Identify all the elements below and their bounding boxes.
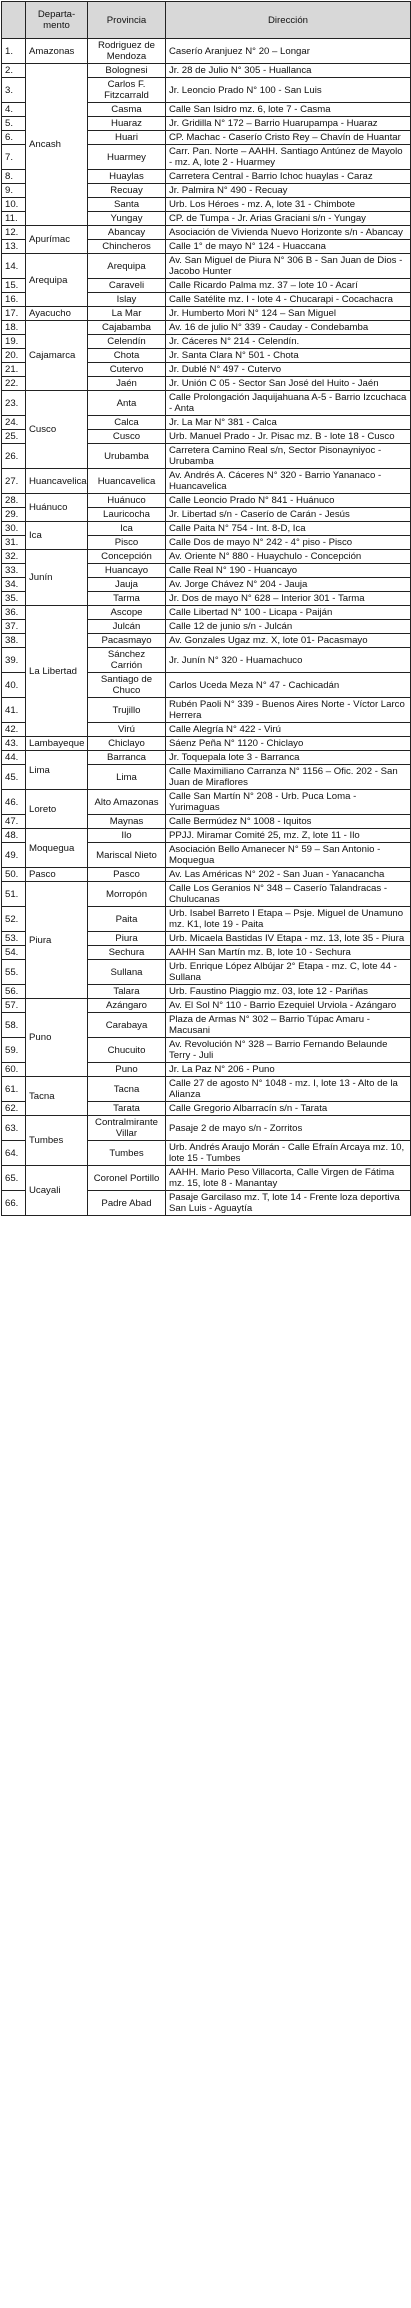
departamento-cell: Huánuco: [26, 494, 88, 522]
row-number: 34.: [2, 578, 26, 592]
row-number: 59.: [2, 1038, 26, 1063]
row-number: 24.: [2, 416, 26, 430]
departamento-cell: Tumbes: [26, 1116, 88, 1166]
provincia-cell: Tumbes: [88, 1141, 166, 1166]
row-number: 49.: [2, 843, 26, 868]
table-row: [2, 64, 411, 78]
direccion-cell: Sáenz Peña N° 1120 - Chiclayo: [166, 737, 411, 751]
provincia-cell: Sullana: [88, 960, 166, 985]
provincia-cell: Anta: [88, 391, 166, 416]
direccion-cell: AAHH San Martín mz. B, lote 10 - Sechura: [166, 946, 411, 960]
row-number: 5.: [2, 117, 26, 131]
row-number: 36.: [2, 606, 26, 620]
row-number: 32.: [2, 550, 26, 564]
direccion-cell: Calle Alegría N° 422 - Virú: [166, 723, 411, 737]
direccion-cell: Av. Gonzales Ugaz mz. X, lote 01- Pacasmayo: [166, 634, 411, 648]
table-row: [2, 882, 411, 907]
direccion-cell: Av. 16 de julio N° 339 - Cauday - Condebamba: [166, 321, 411, 335]
addresses-table: [1, 1, 411, 1216]
provincia-cell: Padre Abad: [88, 1191, 166, 1216]
direccion-cell: Calle 27 de agosto N° 1048 - mz. I, lote 13 - Alto de la Alianza: [166, 1077, 411, 1102]
row-number: 50.: [2, 868, 26, 882]
departamento-cell: Huancavelica: [26, 469, 88, 494]
header-row: [2, 2, 411, 39]
row-number: 31.: [2, 536, 26, 550]
direccion-cell: Jr. Santa Clara N° 501 - Chota: [166, 349, 411, 363]
direccion-cell: Asociación Bello Amanecer N° 59 – San Antonio - Moquegua: [166, 843, 411, 868]
direccion-cell: Urb. Micaela Bastidas IV Etapa - mz. 13, lote 35 - Piura: [166, 932, 411, 946]
direccion-cell: Asociación de Vivienda Nuevo Horizonte s/n - Abancay: [166, 226, 411, 240]
provincia-cell: Yungay: [88, 212, 166, 226]
direccion-cell: Jr. Cáceres N° 214 - Celendín.: [166, 335, 411, 349]
departamento-cell: Tacna: [26, 1077, 88, 1116]
direccion-cell: Calle Ricardo Palma mz. 37 – lote 10 - Acarí: [166, 279, 411, 293]
row-number: 21.: [2, 363, 26, 377]
row-number: 9.: [2, 184, 26, 198]
direccion-cell: Carretera Camino Real s/n, Sector Pisonayniyoc - Urubamba: [166, 444, 411, 469]
table-row: [2, 321, 411, 335]
table-row: [2, 606, 411, 620]
row-number: 56.: [2, 985, 26, 999]
row-number: 1.: [2, 39, 26, 64]
direccion-cell: Av. Las Américas N° 202 - San Juan - Yanacancha: [166, 868, 411, 882]
row-number: 3.: [2, 78, 26, 103]
departamento-cell: Amazonas: [26, 39, 88, 64]
direccion-cell: Calle Gregorio Albarracín s/n - Tarata: [166, 1102, 411, 1116]
provincia-cell: Islay: [88, 293, 166, 307]
header-departamento: Departa-mento: [26, 2, 88, 39]
row-number: 22.: [2, 377, 26, 391]
provincia-cell: Arequipa: [88, 254, 166, 279]
row-number: 15.: [2, 279, 26, 293]
direccion-cell: Calle Prolongación Jaquijahuana A-5 - Barrio Izcuchaca - Anta: [166, 391, 411, 416]
direccion-cell: Calle Libertad N° 100 - Licapa - Paiján: [166, 606, 411, 620]
direccion-cell: Calle 1° de mayo N° 124 - Huaccana: [166, 240, 411, 254]
provincia-cell: Piura: [88, 932, 166, 946]
row-number: 43.: [2, 737, 26, 751]
direccion-cell: Jr. 28 de Julio N° 305 - Huallanca: [166, 64, 411, 78]
row-number: 30.: [2, 522, 26, 536]
direccion-cell: Calle 12 de junio s/n - Julcán: [166, 620, 411, 634]
row-number: 48.: [2, 829, 26, 843]
provincia-cell: Puno: [88, 1063, 166, 1077]
departamento-cell: Loreto: [26, 790, 88, 829]
direccion-cell: Urb. Enrique López Albújar 2° Etapa - mz. C, lote 44 - Sullana: [166, 960, 411, 985]
provincia-cell: Cajabamba: [88, 321, 166, 335]
row-number: 52.: [2, 907, 26, 932]
provincia-cell: Carlos F. Fitzcarrald: [88, 78, 166, 103]
provincia-cell: Tarata: [88, 1102, 166, 1116]
direccion-cell: Urb. Manuel Prado - Jr. Pisac mz. B - lote 18 - Cusco: [166, 430, 411, 444]
provincia-cell: Calca: [88, 416, 166, 430]
header-num: [2, 2, 26, 39]
provincia-cell: Huaraz: [88, 117, 166, 131]
row-number: 63.: [2, 1116, 26, 1141]
provincia-cell: Chiclayo: [88, 737, 166, 751]
departamento-cell: Lambayeque: [26, 737, 88, 751]
provincia-cell: Paita: [88, 907, 166, 932]
row-number: 19.: [2, 335, 26, 349]
direccion-cell: Carretera Central - Barrio Ichoc huaylas - Caraz: [166, 170, 411, 184]
departamento-cell: Cusco: [26, 391, 88, 469]
direccion-cell: Jr. Gridilla N° 172 – Barrio Huarupampa - Huaraz: [166, 117, 411, 131]
provincia-cell: Caraveli: [88, 279, 166, 293]
provincia-cell: Jaén: [88, 377, 166, 391]
row-number: 28.: [2, 494, 26, 508]
provincia-cell: Ascope: [88, 606, 166, 620]
header-provincia: Provincia: [88, 2, 166, 39]
direccion-cell: Carlos Uceda Meza N° 47 - Cachicadán: [166, 673, 411, 698]
row-number: 46.: [2, 790, 26, 815]
direccion-cell: Jr. Libertad s/n - Caserío de Carán - Jesús: [166, 508, 411, 522]
row-number: 26.: [2, 444, 26, 469]
table-row: [2, 522, 411, 536]
direccion-cell: Jr. Humberto Mori N° 124 – San Miguel: [166, 307, 411, 321]
row-number: 17.: [2, 307, 26, 321]
provincia-cell: Concepción: [88, 550, 166, 564]
direccion-cell: Urb. Andrés Araujo Morán - Calle Efraín Arcaya mz. 10, lote 15 - Tumbes: [166, 1141, 411, 1166]
table-row: [2, 1077, 411, 1102]
direccion-cell: Av. Andrés A. Cáceres N° 320 - Barrio Yananaco - Huancavelica: [166, 469, 411, 494]
provincia-cell: Bolognesi: [88, 64, 166, 78]
departamento-cell: Puno: [26, 999, 88, 1077]
row-number: 61.: [2, 1077, 26, 1102]
direccion-cell: Jr. Leoncio Prado N° 100 - San Luis: [166, 78, 411, 103]
table-row: [2, 391, 411, 416]
provincia-cell: Tarma: [88, 592, 166, 606]
table-row: [2, 254, 411, 279]
provincia-cell: Recuay: [88, 184, 166, 198]
departamento-cell: Lima: [26, 751, 88, 790]
direccion-cell: Caserío Aranjuez N° 20 – Longar: [166, 39, 411, 64]
provincia-cell: Sechura: [88, 946, 166, 960]
provincia-cell: Santiago de Chuco: [88, 673, 166, 698]
direccion-cell: Av. San Miguel de Piura N° 306 B - San Juan de Dios - Jacobo Hunter: [166, 254, 411, 279]
row-number: 41.: [2, 698, 26, 723]
row-number: 20.: [2, 349, 26, 363]
provincia-cell: Chucuito: [88, 1038, 166, 1063]
row-number: 27.: [2, 469, 26, 494]
departamento-cell: Moquegua: [26, 829, 88, 868]
provincia-cell: Tacna: [88, 1077, 166, 1102]
provincia-cell: Chincheros: [88, 240, 166, 254]
direccion-cell: Calle San Martín N° 208 - Urb. Puca Loma - Yurimaguas: [166, 790, 411, 815]
row-number: 11.: [2, 212, 26, 226]
row-number: 29.: [2, 508, 26, 522]
provincia-cell: Cusco: [88, 430, 166, 444]
row-number: 55.: [2, 960, 26, 985]
provincia-cell: Huánuco: [88, 494, 166, 508]
row-number: 33.: [2, 564, 26, 578]
departamento-cell: Junín: [26, 550, 88, 606]
departamento-cell: Arequipa: [26, 254, 88, 307]
departamento-cell: Apurímac: [26, 226, 88, 254]
direccion-cell: Calle San Isidro mz. 6, lote 7 - Casma: [166, 103, 411, 117]
provincia-cell: Pasco: [88, 868, 166, 882]
row-number: 53.: [2, 932, 26, 946]
departamento-cell: Ucayali: [26, 1166, 88, 1216]
direccion-cell: Jr. Toquepala lote 3 - Barranca: [166, 751, 411, 765]
direccion-cell: Calle Bermúdez N° 1008 - Iquitos: [166, 815, 411, 829]
direccion-cell: Jr. Junín N° 320 - Huamachuco: [166, 648, 411, 673]
row-number: 2.: [2, 64, 26, 78]
direccion-cell: Calle Satélite mz. I - lote 4 - Chucarapi - Cocachacra: [166, 293, 411, 307]
row-number: 16.: [2, 293, 26, 307]
departamento-cell: Ancash: [26, 64, 88, 226]
provincia-cell: Huari: [88, 131, 166, 145]
provincia-cell: Virú: [88, 723, 166, 737]
row-number: 40.: [2, 673, 26, 698]
direccion-cell: Calle Real N° 190 - Huancayo: [166, 564, 411, 578]
provincia-cell: Coronel Portillo: [88, 1166, 166, 1191]
table-row: [2, 226, 411, 240]
direccion-cell: Jr. Dublé N° 497 - Cutervo: [166, 363, 411, 377]
provincia-cell: Ica: [88, 522, 166, 536]
table-row: [2, 307, 411, 321]
direccion-cell: Calle Dos de mayo N° 242 - 4° piso - Pisco: [166, 536, 411, 550]
row-number: 62.: [2, 1102, 26, 1116]
direccion-cell: Jr. Unión C 05 - Sector San José del Huito - Jaén: [166, 377, 411, 391]
provincia-cell: Cutervo: [88, 363, 166, 377]
direccion-cell: Pasaje 2 de mayo s/n - Zorritos: [166, 1116, 411, 1141]
provincia-cell: Trujillo: [88, 698, 166, 723]
provincia-cell: Abancay: [88, 226, 166, 240]
direccion-cell: AAHH. Mario Peso Villacorta, Calle Virgen de Fátima mz. 15, lote 8 - Manantay: [166, 1166, 411, 1191]
provincia-cell: Santa: [88, 198, 166, 212]
direccion-cell: Urb. Isabel Barreto I Etapa – Psje. Miguel de Unamuno mz. K1, lote 19 - Paita: [166, 907, 411, 932]
direccion-cell: Carr. Pan. Norte – AAHH. Santiago Antúnez de Mayolo - mz. A, lote 2 - Huarmey: [166, 145, 411, 170]
provincia-cell: Celendín: [88, 335, 166, 349]
row-number: 47.: [2, 815, 26, 829]
row-number: 51.: [2, 882, 26, 907]
provincia-cell: Huancavelica: [88, 469, 166, 494]
provincia-cell: Huaylas: [88, 170, 166, 184]
provincia-cell: Pisco: [88, 536, 166, 550]
direccion-cell: Plaza de Armas N° 302 – Barrio Túpac Amaru - Macusani: [166, 1013, 411, 1038]
row-number: 18.: [2, 321, 26, 335]
provincia-cell: Contralmirante Villar: [88, 1116, 166, 1141]
table-row: [2, 790, 411, 815]
direccion-cell: Jr. La Mar N° 381 - Calca: [166, 416, 411, 430]
row-number: 57.: [2, 999, 26, 1013]
provincia-cell: Mariscal Nieto: [88, 843, 166, 868]
direccion-cell: Jr. La Paz N° 206 - Puno: [166, 1063, 411, 1077]
provincia-cell: Talara: [88, 985, 166, 999]
direccion-cell: Calle Los Geranios N° 348 – Caserío Talandracas - Chulucanas: [166, 882, 411, 907]
departamento-cell: Cajamarca: [26, 321, 88, 391]
direccion-cell: Urb. Faustino Piaggio mz. 03, lote 12 - Pariñas: [166, 985, 411, 999]
row-number: 66.: [2, 1191, 26, 1216]
row-number: 58.: [2, 1013, 26, 1038]
provincia-cell: Huancayo: [88, 564, 166, 578]
row-number: 4.: [2, 103, 26, 117]
provincia-cell: Lima: [88, 765, 166, 790]
table-row: [2, 469, 411, 494]
provincia-cell: Huarmey: [88, 145, 166, 170]
row-number: 25.: [2, 430, 26, 444]
provincia-cell: Sánchez Carrión: [88, 648, 166, 673]
row-number: 38.: [2, 634, 26, 648]
table-row: [2, 868, 411, 882]
row-number: 60.: [2, 1063, 26, 1077]
direccion-cell: Rubén Paoli N° 339 - Buenos Aires Norte - Víctor Larco Herrera: [166, 698, 411, 723]
row-number: 6.: [2, 131, 26, 145]
table-row: [2, 751, 411, 765]
departamento-cell: Ica: [26, 522, 88, 550]
direccion-cell: CP. Machac - Caserío Cristo Rey – Chavín de Huantar: [166, 131, 411, 145]
direccion-cell: PPJJ. Miramar Comité 25, mz. Z, lote 11 - Ilo: [166, 829, 411, 843]
provincia-cell: Julcán: [88, 620, 166, 634]
row-number: 64.: [2, 1141, 26, 1166]
row-number: 10.: [2, 198, 26, 212]
table-row: [2, 550, 411, 564]
direccion-cell: Calle Paita N° 754 - Int. 8-D, Ica: [166, 522, 411, 536]
row-number: 45.: [2, 765, 26, 790]
provincia-cell: Casma: [88, 103, 166, 117]
provincia-cell: Chota: [88, 349, 166, 363]
table-row: [2, 999, 411, 1013]
provincia-cell: La Mar: [88, 307, 166, 321]
table-row: [2, 39, 411, 64]
direccion-cell: Calle Maximiliano Carranza N° 1156 – Ofic. 202 - San Juan de Miraflores: [166, 765, 411, 790]
direccion-cell: Av. El Sol N° 110 - Barrio Ezequiel Urviola - Azángaro: [166, 999, 411, 1013]
table-row: [2, 737, 411, 751]
row-number: 14.: [2, 254, 26, 279]
row-number: 54.: [2, 946, 26, 960]
provincia-cell: Maynas: [88, 815, 166, 829]
direccion-cell: Pasaje Garcilaso mz. T, lote 14 - Frente loza deportiva San Luis - Aguaytía: [166, 1191, 411, 1216]
row-number: 44.: [2, 751, 26, 765]
table-row: [2, 1166, 411, 1191]
provincia-cell: Barranca: [88, 751, 166, 765]
provincia-cell: Rodriguez de Mendoza: [88, 39, 166, 64]
table-row: [2, 829, 411, 843]
row-number: 35.: [2, 592, 26, 606]
provincia-cell: Lauricocha: [88, 508, 166, 522]
direccion-cell: Av. Jorge Chávez N° 204 - Jauja: [166, 578, 411, 592]
row-number: 7.: [2, 145, 26, 170]
table-row: [2, 1116, 411, 1141]
provincia-cell: Azángaro: [88, 999, 166, 1013]
row-number: 12.: [2, 226, 26, 240]
direccion-cell: Urb. Los Héroes - mz. A, lote 31 - Chimbote: [166, 198, 411, 212]
row-number: 39.: [2, 648, 26, 673]
provincia-cell: Morropón: [88, 882, 166, 907]
direccion-cell: Jr. Dos de mayo N° 628 – Interior 301 - Tarma: [166, 592, 411, 606]
provincia-cell: Ilo: [88, 829, 166, 843]
provincia-cell: Jauja: [88, 578, 166, 592]
departamento-cell: La Libertad: [26, 606, 88, 737]
row-number: 13.: [2, 240, 26, 254]
provincia-cell: Urubamba: [88, 444, 166, 469]
direccion-cell: Calle Leoncio Prado N° 841 - Huánuco: [166, 494, 411, 508]
row-number: 8.: [2, 170, 26, 184]
departamento-cell: Ayacucho: [26, 307, 88, 321]
direccion-cell: Av. Oriente N° 880 - Huaychulo - Concepción: [166, 550, 411, 564]
provincia-cell: Alto Amazonas: [88, 790, 166, 815]
row-number: 23.: [2, 391, 26, 416]
direccion-cell: Jr. Palmira N° 490 - Recuay: [166, 184, 411, 198]
provincia-cell: Carabaya: [88, 1013, 166, 1038]
direccion-cell: Av. Revolución N° 328 – Barrio Fernando Belaunde Terry - Juli: [166, 1038, 411, 1063]
provincia-cell: Pacasmayo: [88, 634, 166, 648]
departamento-cell: Pasco: [26, 868, 88, 882]
departamento-cell: Piura: [26, 882, 88, 999]
row-number: 37.: [2, 620, 26, 634]
table-row: [2, 494, 411, 508]
direccion-cell: CP. de Tumpa - Jr. Arias Graciani s/n - Yungay: [166, 212, 411, 226]
row-number: 65.: [2, 1166, 26, 1191]
header-direccion: Dirección: [166, 2, 411, 39]
row-number: 42.: [2, 723, 26, 737]
